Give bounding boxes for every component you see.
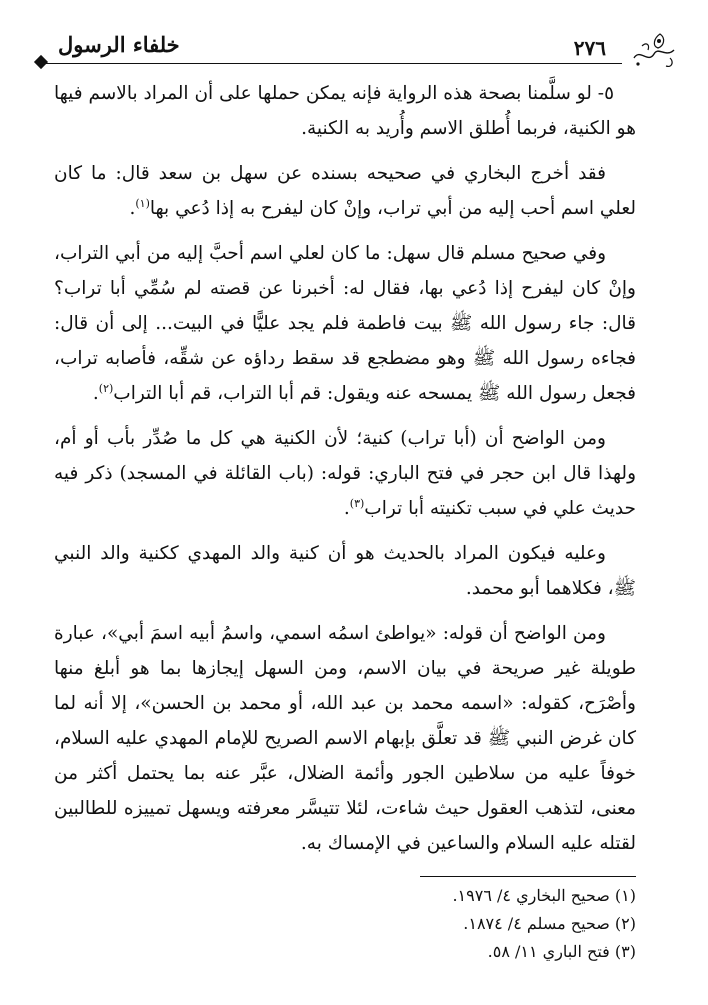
page-number: ٢٧٦ <box>573 36 606 60</box>
paragraph: وفي صحيح مسلم قال سهل: ما كان لعلي اسم أحبَّ إليه من أبي التراب، وإنْ كان ليفرح إذا دُعي بها، فقال له: أخبرنا عن قصته لم سُمِّي أبا تراب؟ قال: جاء رسول الله ﷺ بيت فاطمة فلم يجد عليًّا في البيت... إلى أن قال: فجاءه رسول الله ﷺ وهو مضطجع قد سقط رداؤه عن شقِّه، فأصابه تراب، فجعل رسول الله ﷺ يمسحه عنه ويقول: قم أبا التراب، قم أبا التراب$^{(٢)}$. <box>54 243 636 404</box>
paragraph: ٥- لو سلَّمنا بصحة هذه الرواية فإنه يمكن حملها على أن المراد بالاسم فيها هو الكنية، فربما أُطلق الاسم وأُريد به الكنية. <box>54 83 636 139</box>
paragraph: وعليه فيكون المراد بالحديث هو أن كنية والد المهدي ككنية والد النبي ﷺ، فكلاهما أبو محمد. <box>54 543 636 599</box>
footnote: (٢) صحيح مسلم ٤/ ١٨٧٤. <box>463 914 636 933</box>
running-head: خلفاء الرسول <box>54 32 184 57</box>
footnotes <box>76 882 636 966</box>
footnote-mark: (٢) <box>98 381 114 395</box>
diamond-ornament-icon <box>34 55 48 69</box>
floral-ornament-icon <box>630 28 680 70</box>
footnote: (٣) فتح الباري ١١/ ٥٨. <box>487 942 636 961</box>
footnote-rule <box>420 876 636 877</box>
body-text <box>54 76 636 871</box>
paragraph: ومن الواضح أن (أبا تراب) كنية؛ لأن الكنية هي كل ما صُدِّر بأب أو أم، ولهذا قال ابن حجر في فتح الباري: قوله: (باب القائلة في المسجد) ذكر فيه حديث علي في سبب تكنيته أبا تراب$^{(٣)}$. <box>54 428 636 519</box>
header-rule <box>44 63 622 64</box>
paragraph: فقد أخرج البخاري في صحيحه بسنده عن سهل بن سعد قال: ما كان لعلي اسم أحب إليه من أبي تراب، وإنْ كان ليفرح به إذا دُعي بها$^{(١)}$. <box>54 163 636 219</box>
footnote-mark: (١) <box>135 196 150 210</box>
paragraph: ومن الواضح أن قوله: «يواطئ اسمُه اسمي، واسمُ أبيه اسمَ أبي»، عبارة طويلة غير صريحة في بيان الاسم، ومن السهل إيجازها بما هو أبلغ منها وأصْرَح، كقوله: «اسمه محمد بن عبد الله، أو محمد بن الحسن»، إلا أنه لما كان غرض النبي ﷺ قد تعلَّق بإبهام الاسم الصريح للإمام المهدي عليه السلام، خوفاً عليه من سلاطين الجور وأئمة الضلال، عبَّر عنه بما يحتمل أكثر من معنى، لتذهب العقول حيث شاءت، لئلا تتيسَّر معرفته ويسهل تمييزه للطالبين لقتله عليه السلام والساعين في الإمساك به. <box>54 623 636 854</box>
footnote: (١) صحيح البخاري ٤/ ١٩٧٦. <box>452 886 636 905</box>
page-header <box>14 22 694 82</box>
footnote-mark: (٣) <box>349 496 365 510</box>
